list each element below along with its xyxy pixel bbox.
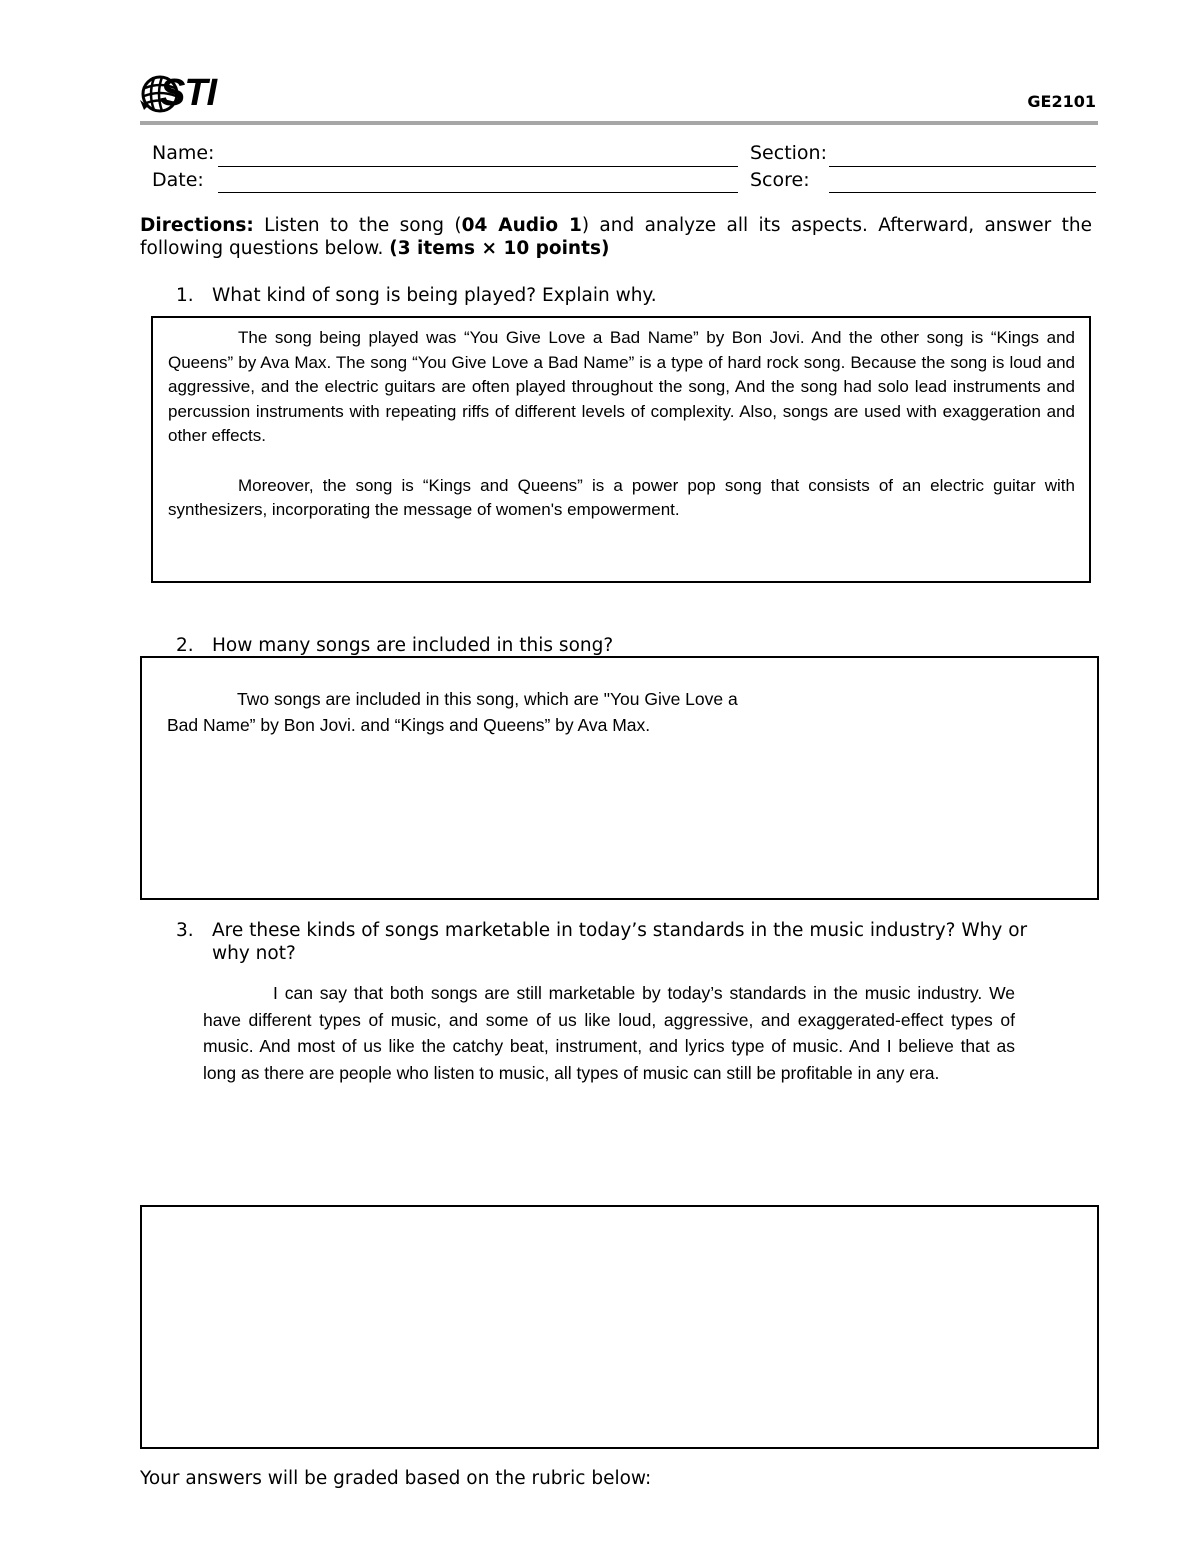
question-number: 3. [176,920,194,941]
sti-logo [140,68,240,118]
score-field[interactable] [829,192,1096,193]
question-1 [176,284,1076,308]
answer-box-1[interactable] [151,316,1091,583]
logo-wordmark: STI [160,72,217,114]
answer-2-line-2: Bad Name” by Bon Jovi. and “Kings and Queens” by Ava Max. [167,715,651,735]
course-code: GE2101 [1027,92,1096,111]
answer-box-2[interactable] [140,656,1099,900]
question-text: Are these kinds of songs marketable in today’s standards in the music industry? Why or [212,920,1028,941]
name-label: Name: [152,142,215,164]
score-label: Score: [750,169,810,191]
question-number: 2. [176,635,194,656]
answer-3 [203,980,1015,1086]
answer-1 [168,326,1075,523]
audio-reference: 04 Audio 1 [461,215,582,236]
points-note: (3 items × 10 points) [389,238,610,259]
directions-label: Directions: [140,215,254,236]
answer-2-line-1: Two songs are included in this song, which are "You Give Love a [237,689,738,709]
question-text: How many songs are included in this song? [212,635,614,656]
name-field[interactable] [218,166,738,167]
section-label: Section: [750,142,827,164]
answer-3-paragraph: I can say that both songs are still marketable by today’s standards in the music industry. We have different types of music, and some of us like loud, aggressive, and exaggerated-effect types of music. And most of us like the catchy beat, instrument, and lyrics type of music. And I believe that as long as there are people who listen to music, all types of music can still be profitable in any era. [203,983,1015,1083]
date-label: Date: [152,169,204,191]
question-text-continued: why not? [212,943,296,964]
question-number: 1. [176,285,194,306]
question-3 [176,919,1096,967]
question-2 [176,634,1076,658]
date-field[interactable] [218,192,738,193]
section-field[interactable] [829,166,1096,167]
answer-box-3[interactable] [140,1205,1099,1449]
answer-1-paragraph-1: The song being played was “You Give Love a Bad Name” by Bon Jovi. And the other song is “Kings and Queens” by Ava Max. The song “You Give Love a Bad Name” is a type of hard rock song. Because the song is loud and aggressive, and the electric guitars are often played throughout the song, And the song had solo lead instruments and percussion instruments with repeating riffs of different levels of complexity. Also, songs are used with exaggeration and other effects. [168,328,1075,445]
question-text: What kind of song is being played? Explain why. [212,285,657,306]
directions: Directions: Listen to the song (04 Audio 1) and analyze all its aspects. Afterward, answer the following questions below. (3 items × 10 points) [140,215,1092,259]
header-divider [140,121,1098,125]
answer-1-paragraph-2: Moreover, the song is “Kings and Queens” is a power pop song that consists of an electric guitar with synthesizers, incorporating the message of women's empowerment. [168,475,1075,519]
rubric-note: Your answers will be graded based on the rubric below: [140,1468,652,1489]
